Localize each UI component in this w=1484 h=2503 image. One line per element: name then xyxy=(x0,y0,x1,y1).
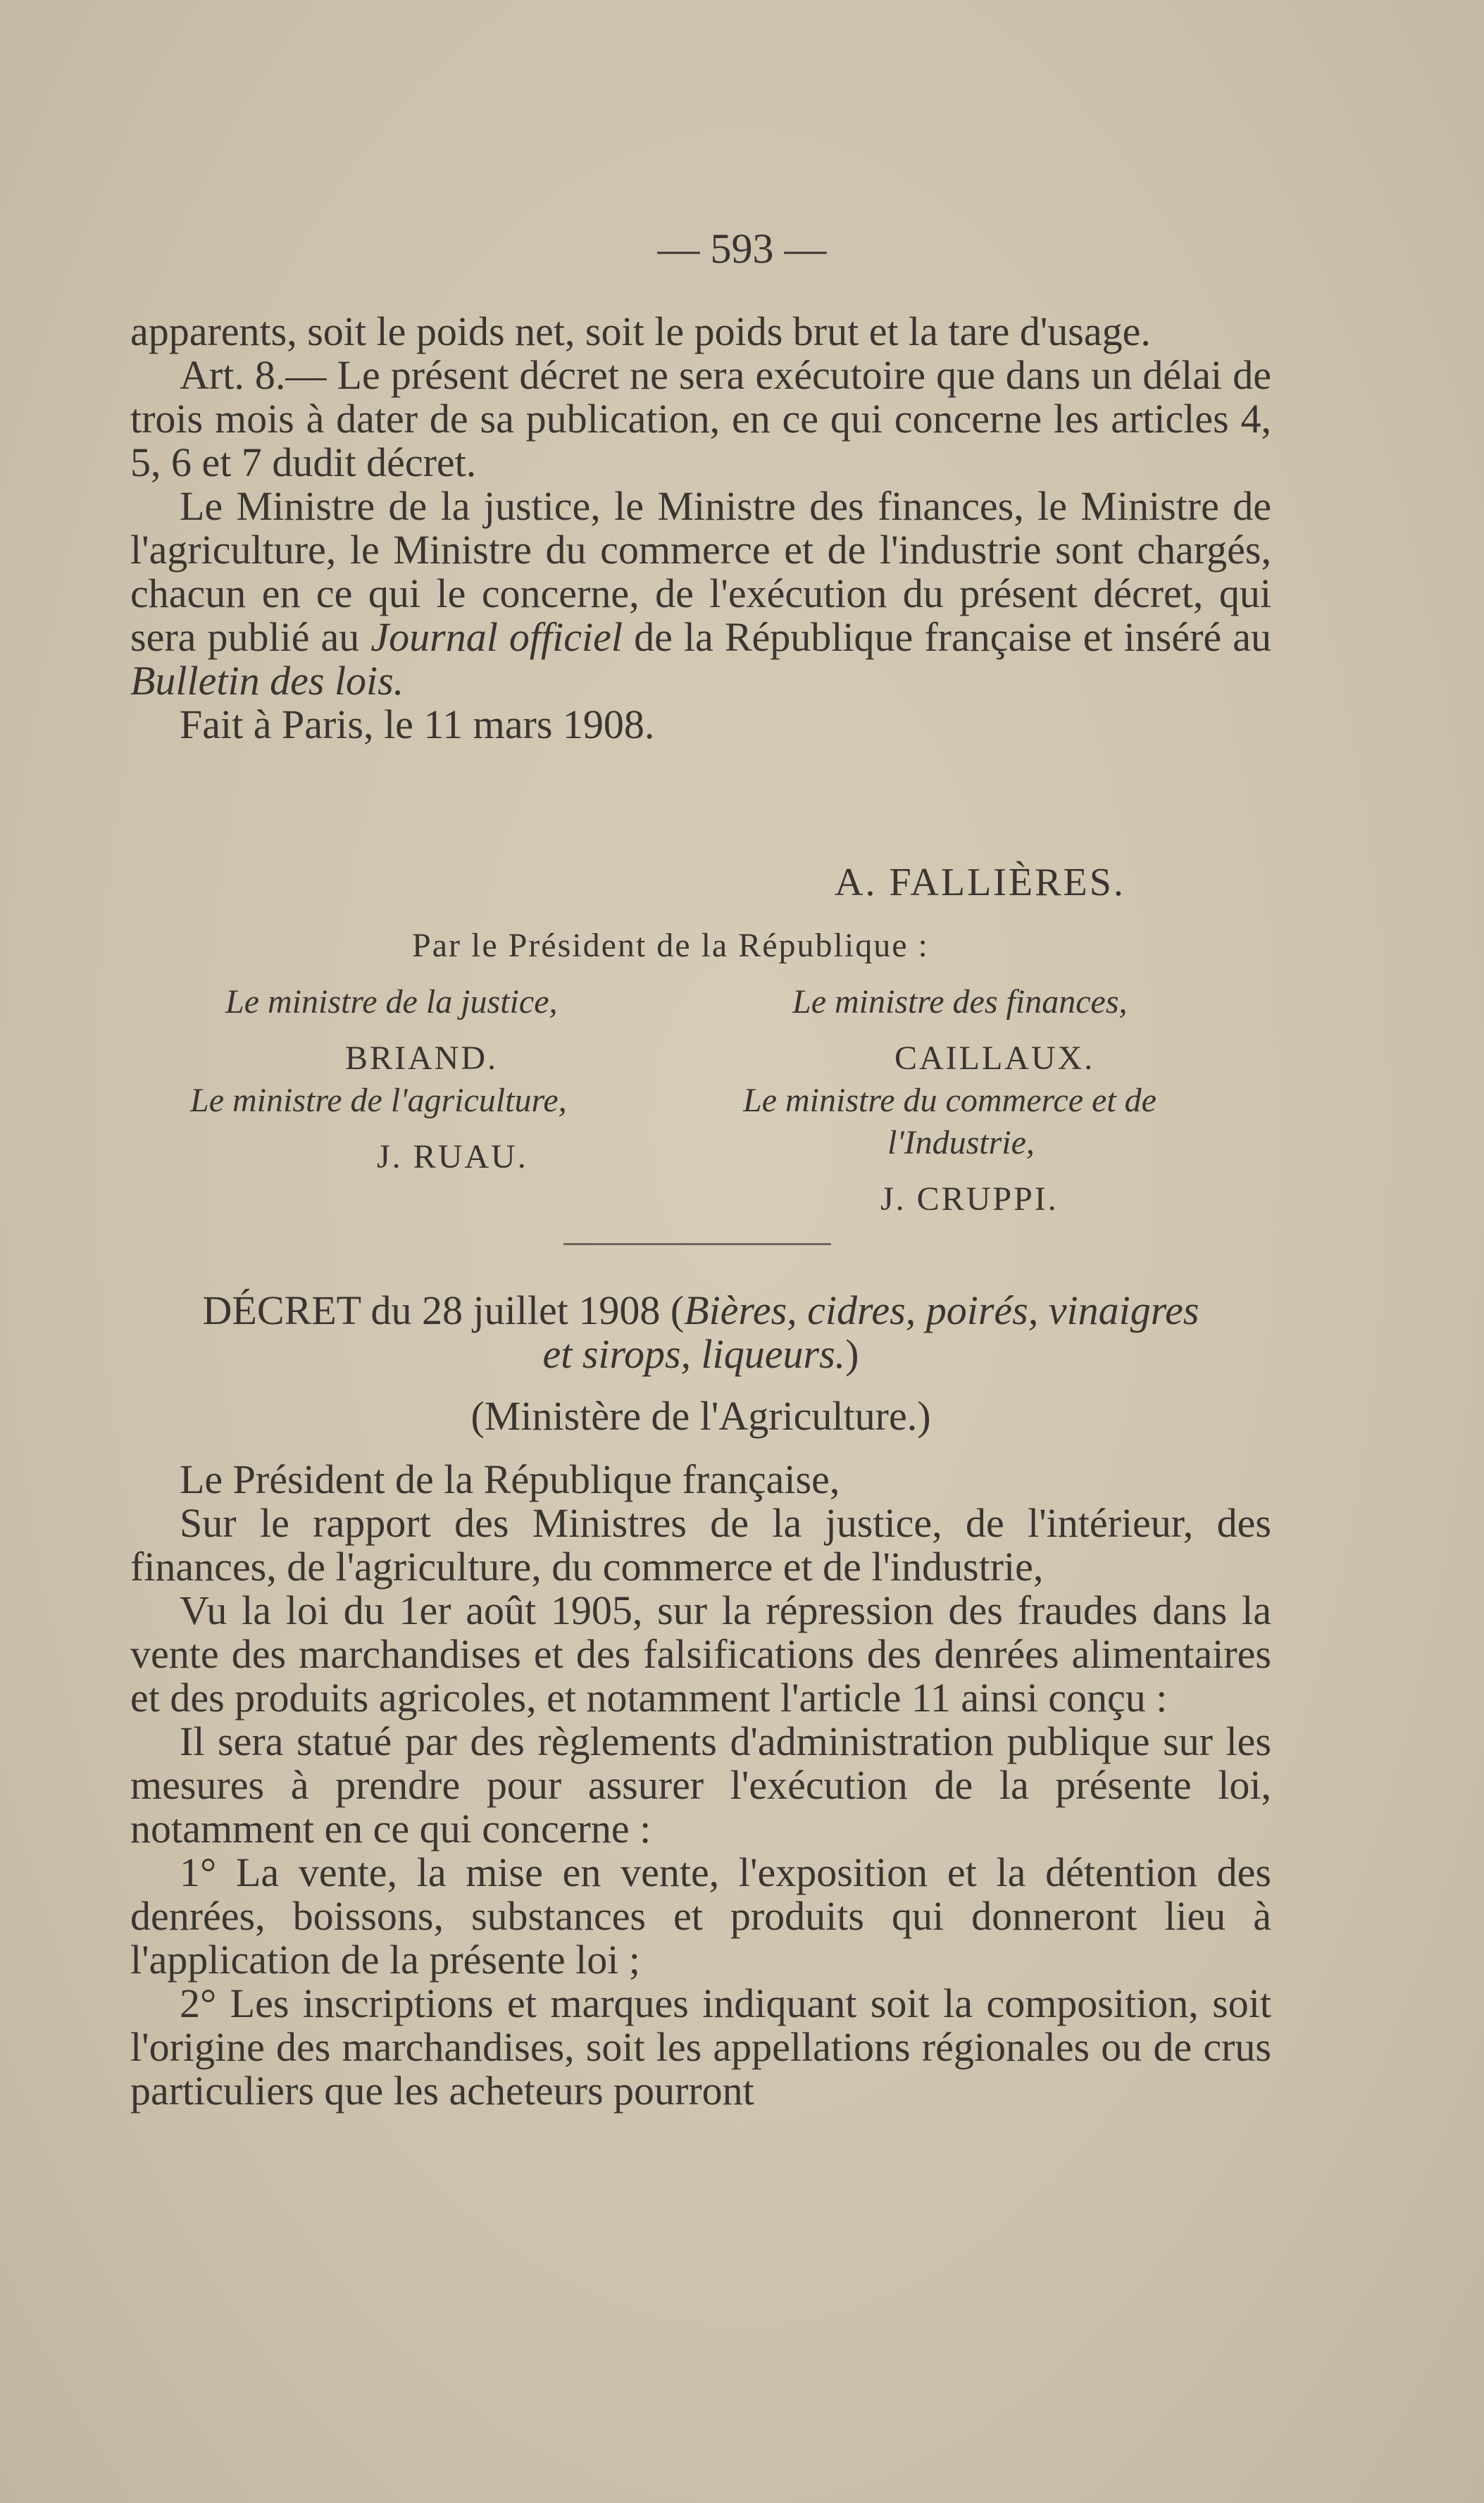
decree-paragraph-president: Le Président de la République française, xyxy=(180,1456,840,1502)
commerce-name: J. CRUPPI. xyxy=(880,1180,1059,1218)
commerce-title-1 xyxy=(743,1081,1156,1121)
paragraph-continuation: apparents, soit le poids net, soit le poids brut et la tare d'usage. xyxy=(130,308,1151,354)
decree-paragraph-item-2: 2° Les inscriptions et marques indiquant soit la composition, soit l'origine des marchandises, soit les appellations régionales ou de crus particuliers que les acheteurs pourront xyxy=(130,1980,1271,2114)
journal-officiel-text: Journal officiel xyxy=(370,614,623,660)
bulletin-des-lois-text: Bulletin des lois. xyxy=(130,658,404,704)
paragraph-ministers xyxy=(130,485,1271,703)
ministers-text-a: Le Ministre de la justice, le Ministre des finances, le Ministre de l'agriculture, le Ministre du commerce et de l'industrie sont chargés, chacun en ce qui le concerne, de l'exécution du présent décret, qui sera publié au xyxy=(130,483,1271,660)
section-divider xyxy=(563,1243,831,1245)
decree-paragraph-item-1: 1° La vente, la mise en vente, l'exposition et la détention des denrées, boissons, substances et produits qui donneront lieu à l'application de la présente loi ; xyxy=(130,1849,1271,1983)
commerce-title-1-text: Le ministre du commerce et de xyxy=(743,1082,1156,1119)
finances-title-text: Le ministre des finances, xyxy=(792,983,1128,1020)
decree-body xyxy=(130,1458,1271,2113)
justice-name: BRIAND. xyxy=(345,1040,499,1077)
decree-title xyxy=(130,1289,1271,1332)
agriculture-title-text: Le ministre de l'agriculture, xyxy=(190,1082,567,1119)
decree-title-a: DÉCRET du 28 juillet 1908 ( xyxy=(202,1287,685,1333)
agriculture-title xyxy=(190,1081,567,1121)
decree-title-italic-2: et sirops, liqueurs. xyxy=(542,1331,846,1377)
ministers-text-b: de la République française et inséré au xyxy=(622,614,1271,660)
justice-title-text: Le ministre de la justice, xyxy=(225,983,558,1020)
decree-paragraph-rapport: Sur le rapport des Ministres de la justice, de l'intérieur, des finances, de l'agriculture, du commerce et de l'industrie, xyxy=(130,1500,1271,1590)
finances-title xyxy=(792,982,1128,1022)
decree-ministry: (Ministère de l'Agriculture.) xyxy=(470,1393,931,1439)
decree-title-line-2 xyxy=(130,1332,1271,1376)
top-section xyxy=(130,310,1271,747)
president-signature: A. FALLIÈRES. xyxy=(835,861,1126,904)
paragraph-date-place: Fait à Paris, le 11 mars 1908. xyxy=(180,701,655,747)
commerce-title-2 xyxy=(887,1123,1035,1163)
finances-name: CAILLAUX. xyxy=(894,1040,1095,1077)
page-number: — 593 — xyxy=(657,225,827,272)
decree-title-close: ) xyxy=(845,1331,859,1377)
decree-paragraph-loi: Vu la loi du 1er août 1905, sur la répression des fraudes dans la vente des marchandises et des falsifications des denrées alimentaires et des produits agricoles, et notamment l'article 11 ainsi conçu : xyxy=(130,1587,1271,1721)
agriculture-name: J. RUAU. xyxy=(377,1138,528,1175)
par-le-president: Par le Président de la République : xyxy=(412,927,929,964)
decree-title-italic-1: Bières, cidres, poirés, vinaigres xyxy=(684,1287,1199,1333)
commerce-title-2-text: l'Industrie, xyxy=(887,1124,1035,1161)
paragraph-article-8: Art. 8.— Le présent décret ne sera exécutoire que dans un délai de trois mois à dater de sa publication, en ce qui concerne les articles 4, 5, 6 et 7 dudit décret. xyxy=(130,352,1271,485)
decree-paragraph-reglements: Il sera statué par des règlements d'administration publique sur les mesures à prendre pour assurer l'exécution de la présente loi, notamment en ce qui concerne : xyxy=(130,1718,1271,1852)
justice-title xyxy=(225,982,558,1022)
